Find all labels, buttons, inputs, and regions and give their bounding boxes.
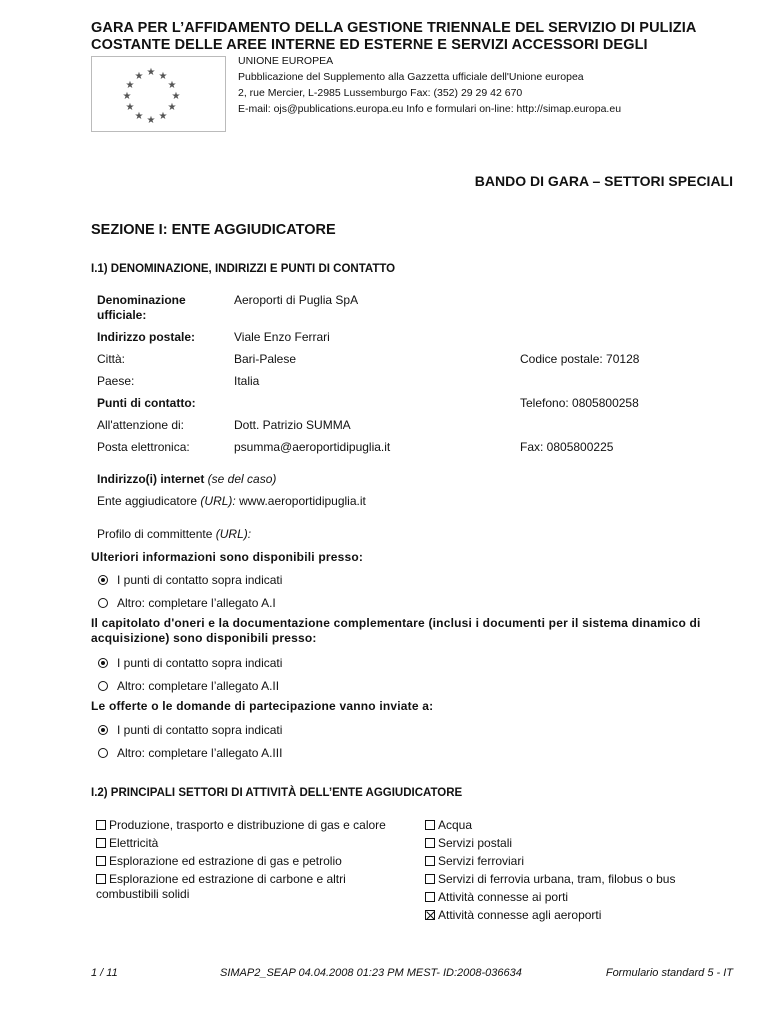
codice-postale: Codice postale: 70128 <box>520 352 640 366</box>
checkbox-icon[interactable] <box>425 838 435 848</box>
capitolato-opt2: Altro: completare l’allegato A.II <box>117 679 280 693</box>
checkbox-icon[interactable] <box>96 820 106 830</box>
paese-label: Paese: <box>97 374 135 388</box>
ulteriori-radio-altro[interactable] <box>98 598 108 608</box>
svg-text:★: ★ <box>167 102 177 113</box>
capitolato-radio-altro[interactable] <box>98 681 108 691</box>
ulteriori-opt2: Altro: completare l’allegato A.I <box>117 596 276 610</box>
section-title: SEZIONE I: ENTE AGGIUDICATORE <box>91 222 336 238</box>
email-value: psumma@aeroportidipuglia.it <box>234 440 391 454</box>
eu-stars-icon <box>92 57 225 131</box>
denominazione-label: Denominazione <box>97 293 186 307</box>
footer-page-number: 1 / 11 <box>91 967 118 979</box>
settore-ferrovia-urbana[interactable] <box>425 872 675 886</box>
svg-text:★: ★ <box>134 111 144 122</box>
settore-produzione-gas[interactable] <box>96 818 386 832</box>
settore-label: Elettricità <box>109 836 159 850</box>
offerte-radio-contatti[interactable] <box>98 725 108 735</box>
ente-url-line <box>97 494 366 508</box>
checkbox-icon[interactable] <box>425 820 435 830</box>
internet-label: Indirizzo(i) internet <box>97 472 205 486</box>
svg-text:★: ★ <box>167 80 177 91</box>
paese-value: Italia <box>234 374 260 388</box>
svg-text:★: ★ <box>146 67 156 78</box>
profilo-line <box>97 527 251 541</box>
ente-url[interactable]: www.aeroportidipuglia.it <box>239 494 366 508</box>
checkbox-icon[interactable] <box>425 892 435 902</box>
settore-label: Attività connesse ai porti <box>438 890 569 904</box>
settore-carbone-continued: combustibili solidi <box>96 887 190 901</box>
denominazione-label-2: ufficiale: <box>97 308 147 322</box>
attenzione-label: All'attenzione di: <box>97 418 185 432</box>
citta-label: Città: <box>97 352 126 366</box>
settore-carbone[interactable] <box>96 872 346 886</box>
svg-text:★: ★ <box>125 102 135 113</box>
indirizzo-value: Viale Enzo Ferrari <box>234 330 330 344</box>
document-type: BANDO DI GARA – SETTORI SPECIALI <box>474 173 733 189</box>
ente-label: Ente aggiudicatore <box>97 494 198 508</box>
capitolato-opt1: I punti di contatto sopra indicati <box>117 656 283 670</box>
citta-value: Bari-Palese <box>234 352 297 366</box>
document-title-line1: GARA PER L’AFFIDAMENTO DELLA GESTIONE TRIENNALE DEL SERVIZIO DI PULIZIA <box>91 20 697 36</box>
offerte-radio-altro[interactable] <box>98 748 108 758</box>
ulteriori-radio-contatti[interactable] <box>98 575 108 585</box>
checkbox-icon[interactable] <box>425 856 435 866</box>
settore-label: Acqua <box>438 818 473 832</box>
settore-label: Attività connesse agli aeroporti <box>438 908 602 922</box>
settore-porti[interactable] <box>425 890 568 904</box>
settore-elettricita[interactable] <box>96 836 158 850</box>
profilo-url-label: (URL): <box>215 527 252 541</box>
eu-publication-line: Pubblicazione del Supplemento alla Gazzetta ufficiale dell'Unione europea <box>238 71 584 83</box>
ulteriori-opt1: I punti di contatto sopra indicati <box>117 573 283 587</box>
capitolato-radio-contatti[interactable] <box>98 658 108 668</box>
checked-checkbox-icon[interactable] <box>425 910 435 920</box>
settore-label: Servizi postali <box>438 836 513 850</box>
profilo-label: Profilo di committente <box>97 527 213 541</box>
settore-acqua[interactable] <box>425 818 472 832</box>
eu-flag-emblem <box>91 56 226 132</box>
svg-text:★: ★ <box>171 91 181 102</box>
ente-url-label: (URL): <box>200 494 236 508</box>
capitolato-heading-2: acquisizione) sono disponibili presso: <box>91 631 317 645</box>
checkbox-icon[interactable] <box>425 874 435 884</box>
offerte-heading: Le offerte o le domande di partecipazione vanno inviate a: <box>91 699 434 713</box>
offerte-opt2: Altro: completare l’allegato A.III <box>117 746 283 760</box>
svg-text:★: ★ <box>146 115 156 126</box>
footer-form-name: Formulario standard 5 - IT <box>605 967 733 979</box>
svg-text:★: ★ <box>158 71 168 82</box>
document-title-line2: COSTANTE DELLE AREE INTERNE ED ESTERNE E SERVIZI ACCESSORI DEGLI <box>91 37 648 53</box>
settore-servizi-ferroviari[interactable] <box>425 854 524 868</box>
eu-address-line: 2, rue Mercier, L-2985 Lussemburgo Fax: (352) 29 29 42 670 <box>238 87 523 99</box>
ulteriori-heading: Ulteriori informazioni sono disponibili presso: <box>91 550 364 564</box>
subsection-heading-i2: I.2) PRINCIPALI SETTORI DI ATTIVITÀ DELL’ENTE AGGIUDICATORE <box>91 787 463 799</box>
settore-label: Servizi di ferrovia urbana, tram, filobus o bus <box>438 872 676 886</box>
settore-label: Esplorazione ed estrazione di gas e petrolio <box>109 854 342 868</box>
settore-servizi-postali[interactable] <box>425 836 512 850</box>
internet-line <box>97 472 276 486</box>
checkbox-icon[interactable] <box>96 856 106 866</box>
eu-name: UNIONE EUROPEA <box>238 55 334 67</box>
svg-text:★: ★ <box>125 80 135 91</box>
telefono: Telefono: 0805800258 <box>520 396 639 410</box>
indirizzo-label: Indirizzo postale: <box>97 330 196 344</box>
checkbox-icon[interactable] <box>96 874 106 884</box>
svg-text:★: ★ <box>158 111 168 122</box>
email-label: Posta elettronica: <box>97 440 190 454</box>
svg-text:★: ★ <box>122 91 132 102</box>
fax: Fax: 0805800225 <box>520 440 614 454</box>
capitolato-heading-1: Il capitolato d'oneri e la documentazione complementare (inclusi i documenti per il sistema dinamico di <box>91 616 701 630</box>
svg-text:★: ★ <box>134 71 144 82</box>
internet-note: (se del caso) <box>207 472 277 486</box>
checkbox-icon[interactable] <box>96 838 106 848</box>
subsection-heading-i1: I.1) DENOMINAZIONE, INDIRIZZI E PUNTI DI CONTATTO <box>91 263 396 275</box>
settore-gas-petrolio[interactable] <box>96 854 342 868</box>
settore-aeroporti[interactable] <box>425 908 601 922</box>
eu-email-line: E-mail: ojs@publications.europa.eu Info e formulari on-line: http://simap.europa.eu <box>238 103 622 115</box>
attenzione-value: Dott. Patrizio SUMMA <box>234 418 351 432</box>
settore-label: Esplorazione ed estrazione di carbone e altri <box>109 872 346 886</box>
punti-contatto-label: Punti di contatto: <box>97 396 196 410</box>
settore-label: Servizi ferroviari <box>438 854 525 868</box>
settore-label: Produzione, trasporto e distribuzione di gas e calore <box>109 818 386 832</box>
offerte-opt1: I punti di contatto sopra indicati <box>117 723 283 737</box>
denominazione-value: Aeroporti di Puglia SpA <box>234 293 359 307</box>
footer-document-id: SIMAP2_SEAP 04.04.2008 01:23 PM MEST- ID:2008-036634 <box>220 967 522 979</box>
